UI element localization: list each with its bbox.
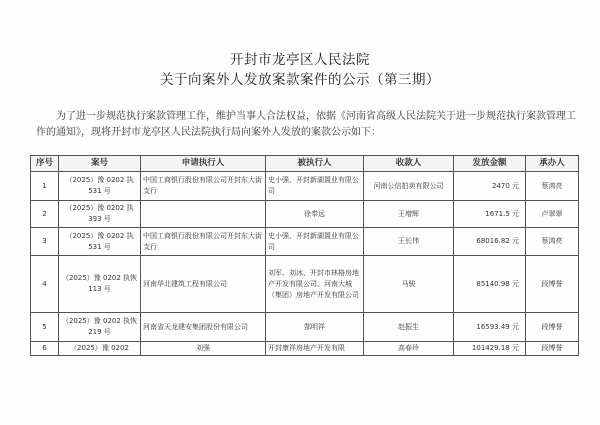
header-payee: 收款人: [364, 156, 454, 172]
cell-handler: 蔡鸿亮: [526, 172, 579, 201]
disbursement-table: [30, 155, 579, 356]
cell-no: 4: [31, 256, 59, 313]
cell-case: （2025）豫 0202 执 531 号: [59, 228, 141, 256]
cell-amount: 85140.98 元: [454, 256, 526, 313]
court-title: 开封市龙亭区人民法院: [230, 52, 370, 68]
cell-applicant: 中国工商银行股份有限公司开封东大街支行: [141, 172, 266, 201]
header-handler: 承办人: [526, 156, 579, 172]
cell-no: 1: [31, 172, 59, 201]
table-row: [31, 342, 579, 356]
header-applicant: 申请执行人: [141, 156, 266, 172]
cell-payee: 王增辉: [364, 201, 454, 228]
cell-handler: 段博誉: [526, 313, 579, 342]
cell-respondent: 郜明祥: [266, 313, 364, 342]
cell-amount: 16593.49 元: [454, 313, 526, 342]
cell-payee: 赵振生: [364, 313, 454, 342]
table-row: [31, 201, 579, 228]
cell-applicant: 刘强: [141, 342, 266, 356]
cell-case: （2025）豫 0202 执 531 号: [59, 172, 141, 201]
cell-handler: 卢翠翠: [526, 201, 579, 228]
cell-case: （2025）豫 0202 执 393 号: [59, 201, 141, 228]
cell-case: （2025）豫 0202 执恢 219 号: [59, 313, 141, 342]
header-respondent: 被执行人: [266, 156, 364, 172]
cell-amount: 68016.82 元: [454, 228, 526, 256]
notice-title: 关于向案外人发放案款案件的公示（第三期）: [160, 72, 440, 88]
cell-case: （2025）豫 0202: [59, 342, 141, 356]
cell-handler: 段博誉: [526, 342, 579, 356]
cell-payee: 王长伟: [364, 228, 454, 256]
intro-paragraph: 为了进一步规范执行案款管理工作，维护当事人合法权益，依据《河南省高级人民法院关于进一步规范执行案款管理工作的通知》，现将开封市龙亭区人民法院执行局向案外人发放的案款公示如下：: [36, 111, 576, 138]
cell-payee: 高春玲: [364, 342, 454, 356]
table-header-row: [31, 156, 579, 172]
cell-no: 5: [31, 313, 59, 342]
header-no: 序号: [31, 156, 59, 172]
cell-respondent: 史小强、开封新湖置业有限公司: [266, 172, 364, 201]
cell-amount: 1671.5 元: [454, 201, 526, 228]
cell-handler: 段博誉: [526, 256, 579, 313]
table-row: [31, 228, 579, 256]
cell-payee: 马骏: [364, 256, 454, 313]
cell-payee: 河南公信拍卖有限公司: [364, 172, 454, 201]
cell-no: 3: [31, 228, 59, 256]
cell-amount: 101429.18 元: [454, 342, 526, 356]
cell-respondent: 刘军、刘冰、开封市林格房地产开发有限公司、河南大城（集团）房地产开发有限公司: [266, 256, 364, 313]
cell-no: 6: [31, 342, 59, 356]
cell-amount: 2470 元: [454, 172, 526, 201]
table-row: [31, 313, 579, 342]
cell-applicant: [141, 201, 266, 228]
header-case: 案号: [59, 156, 141, 172]
cell-case: （2025）豫 0202 执恢 113 号: [59, 256, 141, 313]
cell-respondent: 史小强、开封新湖置业有限公司: [266, 228, 364, 256]
cell-respondent: 开封康祥房地产开发有限: [266, 342, 364, 356]
table-row: [31, 256, 579, 313]
cell-applicant: 河南华北建筑工程有限公司: [141, 256, 266, 313]
table-row: [31, 172, 579, 201]
cell-no: 2: [31, 201, 59, 228]
cell-applicant: 河南省天龙建安集团股份有限公司: [141, 313, 266, 342]
cell-respondent: 徐奉远: [266, 201, 364, 228]
cell-handler: 蔡鸿亮: [526, 228, 579, 256]
cell-applicant: 中国工商银行股份有限公司开封东大街支行: [141, 228, 266, 256]
header-amount: 发放金额: [454, 156, 526, 172]
